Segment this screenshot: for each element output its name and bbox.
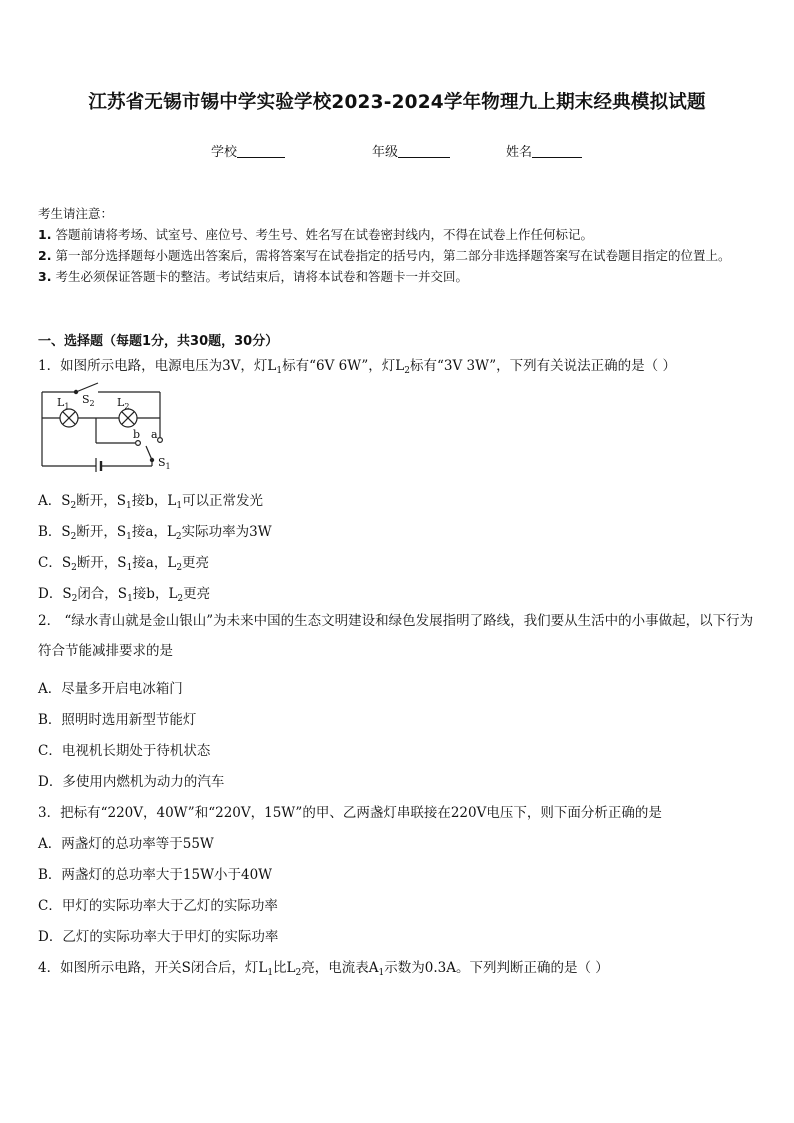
q3-option-d[interactable]: D．乙灯的实际功率大于甲灯的实际功率 bbox=[38, 929, 279, 945]
note-item bbox=[38, 266, 758, 287]
contact-a bbox=[158, 438, 163, 443]
note-number: 2. bbox=[38, 248, 52, 263]
grade-field bbox=[372, 141, 450, 160]
label-a: a bbox=[151, 428, 158, 441]
q2-option-b[interactable]: B．照明时选用新型节能灯 bbox=[38, 712, 197, 728]
q1-stem-part: 标有“3V 3W”，下列有关说法正确的是（ ） bbox=[410, 358, 676, 374]
q1-option-d[interactable]: D．$S_2$闭合，$S_1$接b，$L_2$更亮 bbox=[38, 586, 211, 604]
question-4-stem bbox=[38, 956, 609, 976]
note-text: 第一部分选择题每小题选出答案后，需将答案写在试卷指定的括号内，第二部分非选择题答案写在试卷题目指定的位置上。 bbox=[55, 248, 731, 263]
q3-option-c[interactable]: C．甲灯的实际功率大于乙灯的实际功率 bbox=[38, 898, 278, 914]
label-s1: $S_1$ bbox=[158, 456, 171, 471]
note-text: 考生必须保证答题卡的整洁。考试结束后，请将本试卷和答题卡一并交回。 bbox=[55, 269, 468, 284]
q4-stem-part: 示数为0.3A。下列判断正确的是（ ） bbox=[384, 960, 609, 976]
label-s2: $S_2$ bbox=[82, 393, 95, 408]
q4-stem-part: 4．如图所示电路，开关S闭合后，灯L bbox=[38, 960, 268, 976]
switch-s1-blade bbox=[146, 446, 152, 460]
name-field bbox=[506, 141, 582, 160]
school-blank[interactable] bbox=[237, 144, 285, 158]
label-l1: $L_1$ bbox=[57, 396, 70, 411]
q3-option-b[interactable]: B．两盏灯的总功率大于15W小于40W bbox=[38, 867, 273, 883]
note-item bbox=[38, 245, 758, 266]
section-heading: 一、选择题（每题1分，共30题，30分） bbox=[38, 334, 279, 349]
q4-subscript: 2 bbox=[295, 968, 302, 978]
q3-option-a[interactable]: A．两盏灯的总功率等于55W bbox=[38, 836, 214, 852]
q1-option-c[interactable]: C．$S_2$断开，$S_1$接a，$L_2$更亮 bbox=[38, 555, 210, 573]
label-b: b bbox=[133, 428, 141, 441]
circuit-diagram-q1 bbox=[38, 380, 188, 472]
page-title: 江苏省无锡市锡中学实验学校2023-2024学年物理九上期末经典模拟试题 bbox=[88, 92, 706, 113]
label-l2: $L_2$ bbox=[117, 396, 130, 411]
q1-option-a[interactable]: A．$S_2$断开，$S_1$接b，$L_1$可以正常发光 bbox=[38, 493, 264, 511]
note-number: 1. bbox=[38, 227, 52, 242]
name-label: 姓名 bbox=[506, 145, 533, 160]
q4-subscript: 1 bbox=[378, 968, 385, 978]
question-1-stem bbox=[38, 354, 676, 374]
grade-label: 年级 bbox=[372, 145, 399, 160]
q2-option-c[interactable]: C．电视机长期处于待机状态 bbox=[38, 743, 211, 759]
school-field bbox=[211, 141, 285, 160]
q4-stem-part: 亮，电流表A bbox=[301, 960, 379, 976]
q1-option-b[interactable]: B．$S_2$断开，$S_1$接a，$L_2$实际功率为3W bbox=[38, 524, 272, 542]
q2-option-a[interactable]: A．尽量多开启电冰箱门 bbox=[38, 681, 183, 697]
q4-subscript: 1 bbox=[267, 968, 274, 978]
note-text: 答题前请将考场、试室号、座位号、考生号、姓名写在试卷密封线内，不得在试卷上作任何标记。 bbox=[55, 227, 593, 242]
question-3-stem: 3．把标有“220V，40W”和“220V，15W”的甲、乙两盏灯串联接在220V电压下，则下面分析正确的是 bbox=[38, 805, 662, 821]
q2-option-d[interactable]: D．多使用内燃机为动力的汽车 bbox=[38, 774, 225, 790]
note-item bbox=[38, 224, 758, 245]
question-2-stem: 2． “绿水青山就是金山银山”为未来中国的生态文明建设和绿色发展指明了路线，我们要从生活中的小事做起，以下行为符合节能减排要求的是 bbox=[38, 613, 754, 659]
q1-stem-part: 1．如图所示电路，电源电压为3V，灯L bbox=[38, 358, 277, 374]
switch-s2-blade bbox=[76, 383, 98, 392]
notes-heading: 考生请注意： bbox=[38, 206, 114, 221]
switch-s2-pivot bbox=[74, 390, 77, 393]
grade-blank[interactable] bbox=[398, 144, 450, 158]
q1-subscript: 2 bbox=[404, 366, 410, 376]
school-label: 学校 bbox=[211, 145, 238, 160]
q1-stem-part: 标有“6V 6W”，灯L bbox=[282, 358, 405, 374]
note-number: 3. bbox=[38, 269, 52, 284]
contact-b bbox=[136, 441, 141, 446]
q1-subscript: 1 bbox=[276, 366, 283, 376]
q4-stem-part: 比L bbox=[273, 960, 296, 976]
name-blank[interactable] bbox=[532, 144, 582, 158]
exam-notes bbox=[38, 203, 758, 287]
